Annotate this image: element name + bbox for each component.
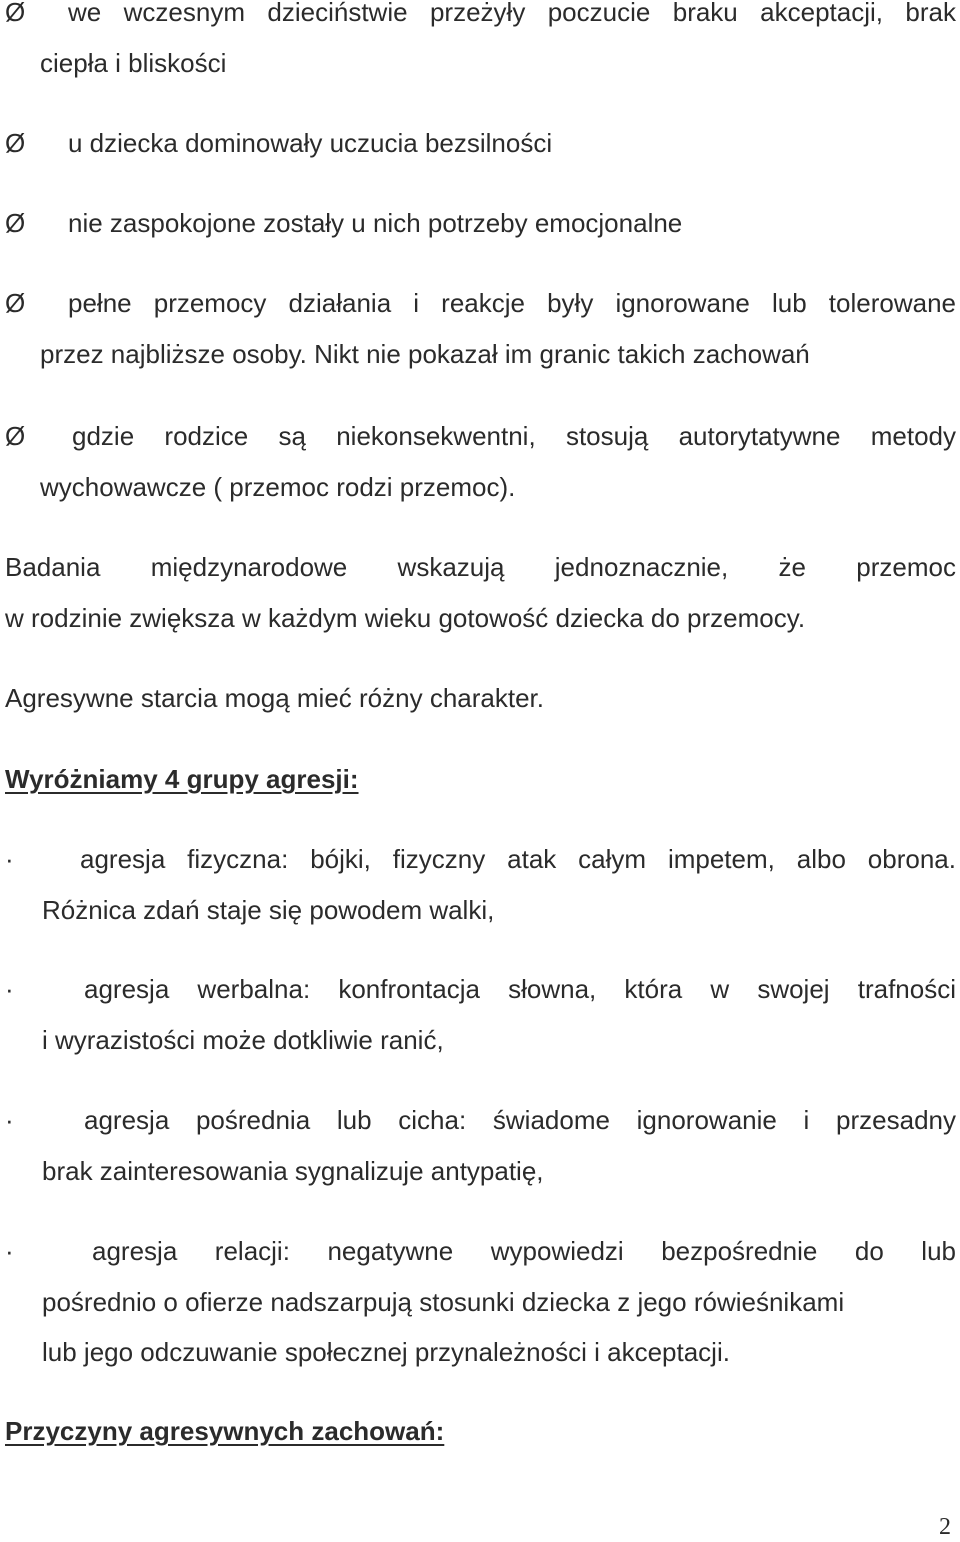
list-item-text: agresja fizyczna: bójki, fizyczny atak całym impetem, albo obrona. — [80, 844, 956, 874]
arrow-bullet-icon: Ø — [5, 0, 26, 27]
list-item-text-continued: pośrednio o ofierze nadszarpują stosunki dziecka z jego rówieśnikami — [42, 1287, 845, 1317]
list-item-text: we wczesnym dzieciństwie przeżyły poczucie braku akceptacji, brak — [68, 0, 956, 27]
dot-bullet-icon: · — [5, 1105, 14, 1135]
arrow-bullet-icon: Ø — [5, 288, 26, 318]
paragraph-research: Badania międzynarodowe wskazują jednoznacznie, że przemoc — [5, 552, 956, 582]
paragraph-character: Agresywne starcia mogą mieć różny charakter. — [5, 683, 544, 713]
list-item-text: nie zaspokojone zostały u nich potrzeby emocjonalne — [68, 208, 683, 238]
arrow-bullet-icon: Ø — [5, 421, 26, 451]
page-number: 2 — [939, 1514, 951, 1540]
arrow-bullet-icon: Ø — [5, 208, 26, 238]
list-item-text-continued: przez najbliższe osoby. Nikt nie pokazał im granic takich zachowań — [40, 339, 810, 369]
arrow-bullet-icon: Ø — [5, 128, 26, 158]
list-item-text: u dziecka dominowały uczucia bezsilności — [68, 128, 553, 158]
list-item-text-continued: lub jego odczuwanie społecznej przynależności i akceptacji. — [42, 1337, 730, 1367]
list-item-text-continued: wychowawcze ( przemoc rodzi przemoc). — [40, 472, 516, 502]
list-item-text-continued: ciepła i bliskości — [40, 48, 227, 78]
list-item-text-continued: brak zainteresowania sygnalizuje antypatię, — [42, 1156, 544, 1186]
section-heading-causes: Przyczyny agresywnych zachowań: — [5, 1416, 445, 1446]
list-item-text: pełne przemocy działania i reakcje były ignorowane lub tolerowane — [68, 288, 956, 318]
list-item-text: gdzie rodzice są niekonsekwentni, stosują autorytatywne metody — [72, 421, 956, 451]
dot-bullet-icon: · — [5, 974, 14, 1004]
list-item-text-continued: i wyrazistości może dotkliwie ranić, — [42, 1025, 444, 1055]
dot-bullet-icon: · — [5, 844, 14, 874]
list-item-text: agresja pośrednia lub cicha: świadome ignorowanie i przesadny — [84, 1105, 956, 1135]
section-heading-aggression-groups: Wyróżniamy 4 grupy agresji: — [5, 764, 359, 794]
list-item-text-continued: Różnica zdań staje się powodem walki, — [42, 895, 495, 925]
list-item-text: agresja werbalna: konfrontacja słowna, która w swojej trafności — [84, 974, 956, 1004]
paragraph-research-continued: w rodzinie zwiększa w każdym wieku gotowość dziecka do przemocy. — [5, 603, 806, 633]
dot-bullet-icon: · — [5, 1236, 14, 1266]
list-item-text: agresja relacji: negatywne wypowiedzi bezpośrednie do lub — [92, 1236, 956, 1266]
